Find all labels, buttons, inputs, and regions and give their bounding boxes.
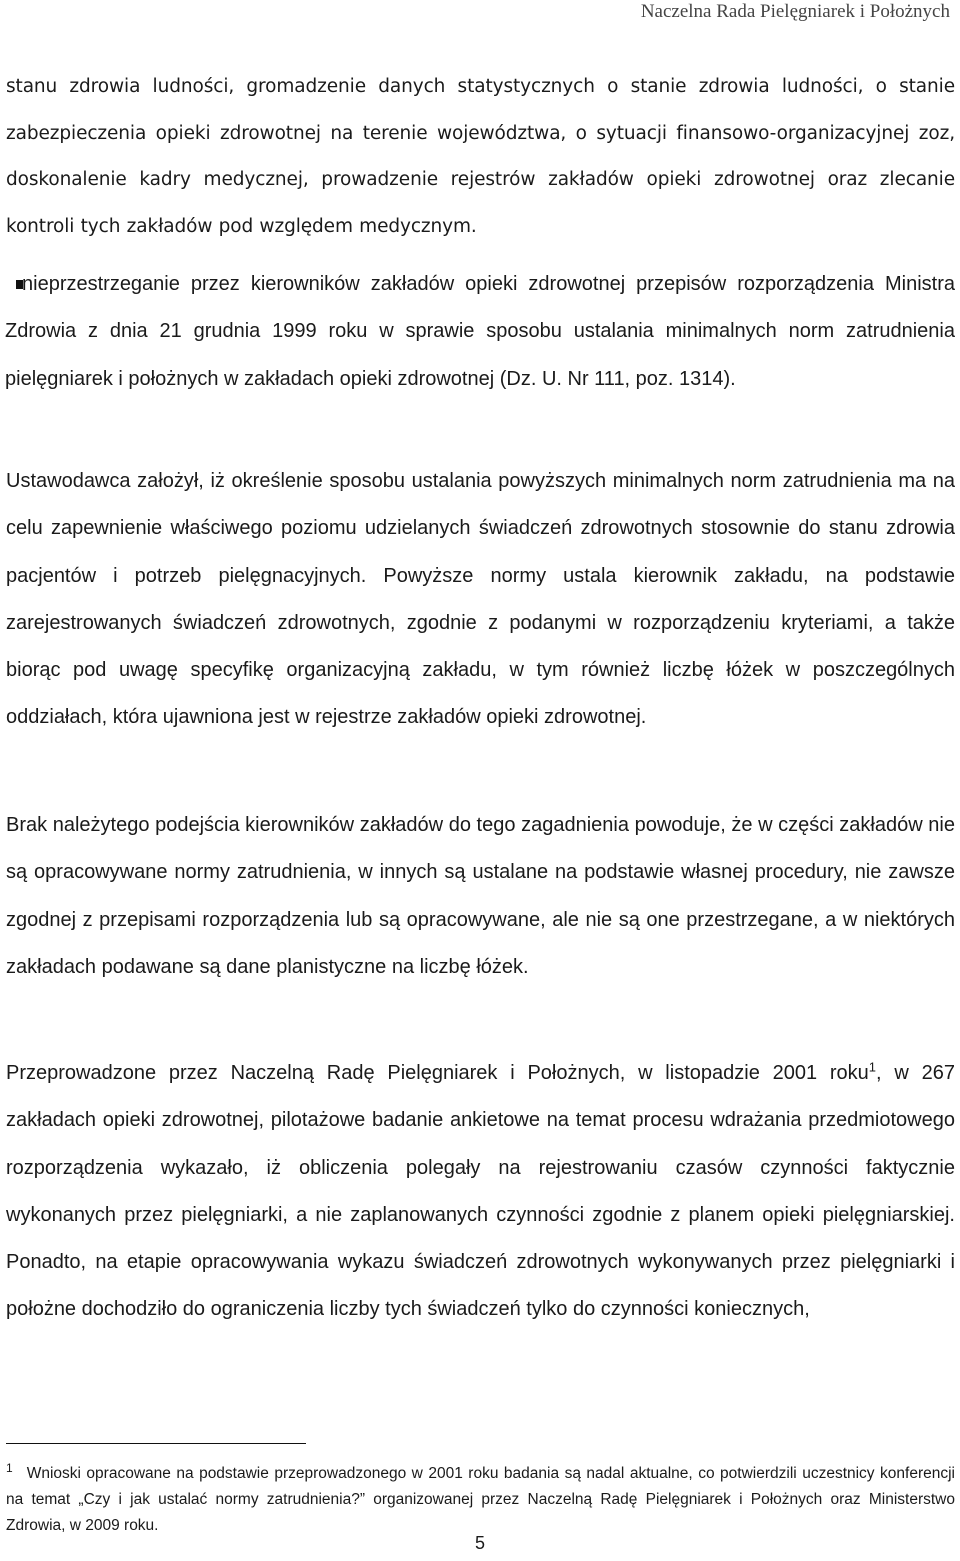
paragraph-text xyxy=(6,1050,955,1334)
survey-text-start: Przeprowadzone przez Naczelną Radę Pielęgniarek i Położnych, w listopadzie 2001 roku xyxy=(6,1062,869,1084)
paragraph-text: Brak należytego podejścia kierowników zakładów do tego zagadnienia powoduje, że w części zakładów nie są opracowywane normy zatrudnienia, w innych są ustalane na podstawie własnej procedury, nie zawsze zgodnej z przepisami rozporządzenia lub są opracowywane, ale nie są one przestrzegane, a w niektórych zakładach podawane są dane planistyczne na liczbę łóżek. xyxy=(6,814,955,978)
bullet-item xyxy=(5,261,955,403)
footnote-number: 1 xyxy=(6,1461,13,1475)
paragraph-continuation xyxy=(6,64,955,250)
bullet-text: nieprzestrzeganie przez kierowników zakładów opieki zdrowotnej przepisów rozporządzenia Ministra Zdrowia z dnia 21 grudnia 1999 roku w sprawie sposobu ustalania minimalnych norm zatrudnienia pielęgniarek i położnych w zakładach opieki zdrowotnej (Dz. U. Nr 111, poz. 1314). xyxy=(5,273,955,390)
page-number: 5 xyxy=(474,1533,485,1553)
paragraph-text: Ustawodawca założył, iż określenie sposobu ustalania powyższych minimalnych norm zatrudnienia ma na celu zapewnienie właściwego poziomu udzielanych świadczeń zdrowotnych stosownie do stanu zdrowia pacjentów i potrzeb pielęgnacyjnych. Powyższe normy ustala kierownik zakładu, na podstawie zarejestrowanych świadczeń zdrowotnych, zgodnie z podanymi w rozporządzeniu kryteriami, a także biorąc pod uwagę specyfikę organizacyjną zakładu, w tym również liczbę łóżek w poszczególnych oddziałach, która ujawniona jest w rejestrze zakładów opieki zdrowotnej. xyxy=(6,470,955,729)
paragraph-legislator xyxy=(6,458,955,742)
running-header: Naczelna Rada Pielęgniarek i Położnych xyxy=(640,1,950,22)
footnote-separator xyxy=(6,1443,306,1444)
paragraph-survey xyxy=(6,1050,955,1334)
paragraph-managers xyxy=(6,802,955,991)
footnote-reference: 1 xyxy=(868,1059,877,1075)
footnote-text: Wnioski opracowane na podstawie przeprowadzonego w 2001 roku badania są nadal aktualne, co potwierdzili uczestnicy konferencji na temat „Czy i jak ustalać normy zatrudnienia?” organizowanej przez Naczelną Radę Pielęgniarek i Położnych oraz Ministerstwo Zdrowia, w 2009 roku. xyxy=(6,1465,955,1535)
paragraph-text: stanu zdrowia ludności, gromadzenie danych statystycznych o stanie zdrowia ludności, o stanie zabezpieczenia opieki zdrowotnej na terenie województwa, o sytuacji finansowo-organizacyjnej zoz, doskonalenie kadry medycznej, prowadzenie rejestrów zakładów opieki zdrowotnej oraz zlecanie kontroli tych zakładów pod względem medycznym. xyxy=(6,76,955,237)
survey-text-rest: , w 267 zakładach opieki zdrowotnej, pilotażowe badanie ankietowe na temat procesu wdrażania przedmiotowego rozporządzenia wykazało, iż obliczenia polegały na rejestrowaniu czasów czynności faktycznie wykonanych przez pielęgniarki, a nie zaplanowanych czynności zgodnie z planem opieki pielęgniarskiej. Ponadto, na etapie opracowywania wykazu świadczeń zdrowotnych wykonywanych przez pielęgniarki i położne dochodziło do ograniczenia liczby tych świadczeń tylko do czynności koniecznych, xyxy=(6,1062,955,1321)
footnote xyxy=(6,1455,955,1539)
